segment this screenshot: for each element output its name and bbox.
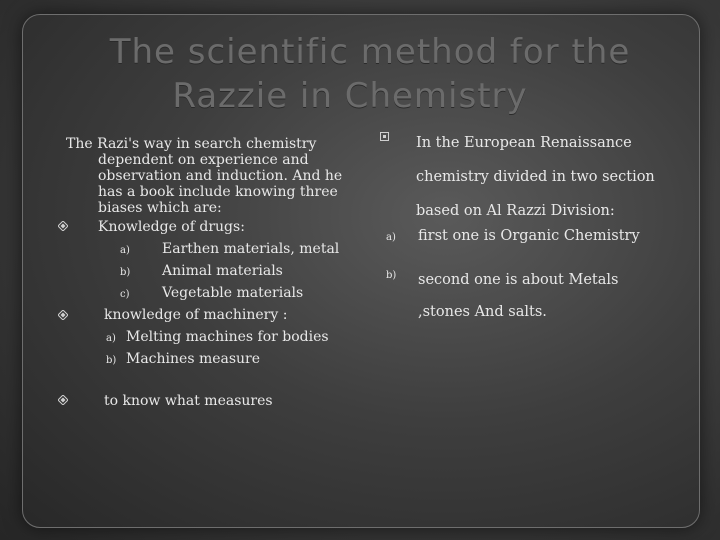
title-line-1: The scientific method for the: [109, 32, 631, 72]
sub-item: [66, 238, 356, 260]
sub-text: Melting machines for bodies: [126, 329, 329, 345]
list-item-machinery: [66, 304, 356, 326]
sub-marker: b): [120, 267, 131, 278]
left-intro: The Razi's way in search chemistry dependent on experience and observation and induction. And he has a book include knowing three biases which are:: [66, 136, 343, 216]
left-column: [66, 136, 356, 412]
right-marker: a): [386, 232, 396, 243]
item-label: knowledge of machinery :: [104, 307, 288, 323]
right-item: [380, 264, 700, 328]
sub-text: Machines measure: [126, 351, 261, 367]
sub-marker: b): [106, 355, 117, 366]
sub-text: Animal materials: [162, 263, 283, 279]
slide-title: [0, 30, 720, 118]
sub-text: Earthen materials, metal: [162, 241, 340, 257]
sub-marker: a): [120, 245, 130, 256]
right-item-text: second one is about Metals ,stones And salts.: [418, 272, 619, 320]
sub-item: [66, 348, 356, 390]
sub-marker: c): [120, 289, 130, 300]
sub-item: [66, 282, 356, 304]
item-label: to know what measures: [104, 393, 273, 409]
item-label: Knowledge of drugs:: [98, 219, 245, 235]
right-item: [380, 228, 700, 260]
diamond-bullet-icon: [58, 221, 68, 231]
square-bullet-icon: [380, 132, 389, 141]
list-item-measures: [66, 390, 356, 412]
sub-item: [66, 260, 356, 282]
diamond-bullet-icon: [58, 395, 68, 405]
right-intro: In the European Renaissance chemistry divided in two section based on Al Razzi Division:: [416, 135, 655, 219]
list-item-drugs: [66, 216, 356, 238]
right-marker: b): [386, 270, 397, 281]
diamond-bullet-icon: [58, 310, 68, 320]
sub-item: [66, 326, 356, 348]
right-item-text: first one is Organic Chemistry: [418, 228, 640, 244]
sub-marker: a): [106, 333, 116, 344]
title-line-2: Razzie in Chemistry: [172, 76, 528, 116]
sub-text: Vegetable materials: [162, 285, 304, 301]
